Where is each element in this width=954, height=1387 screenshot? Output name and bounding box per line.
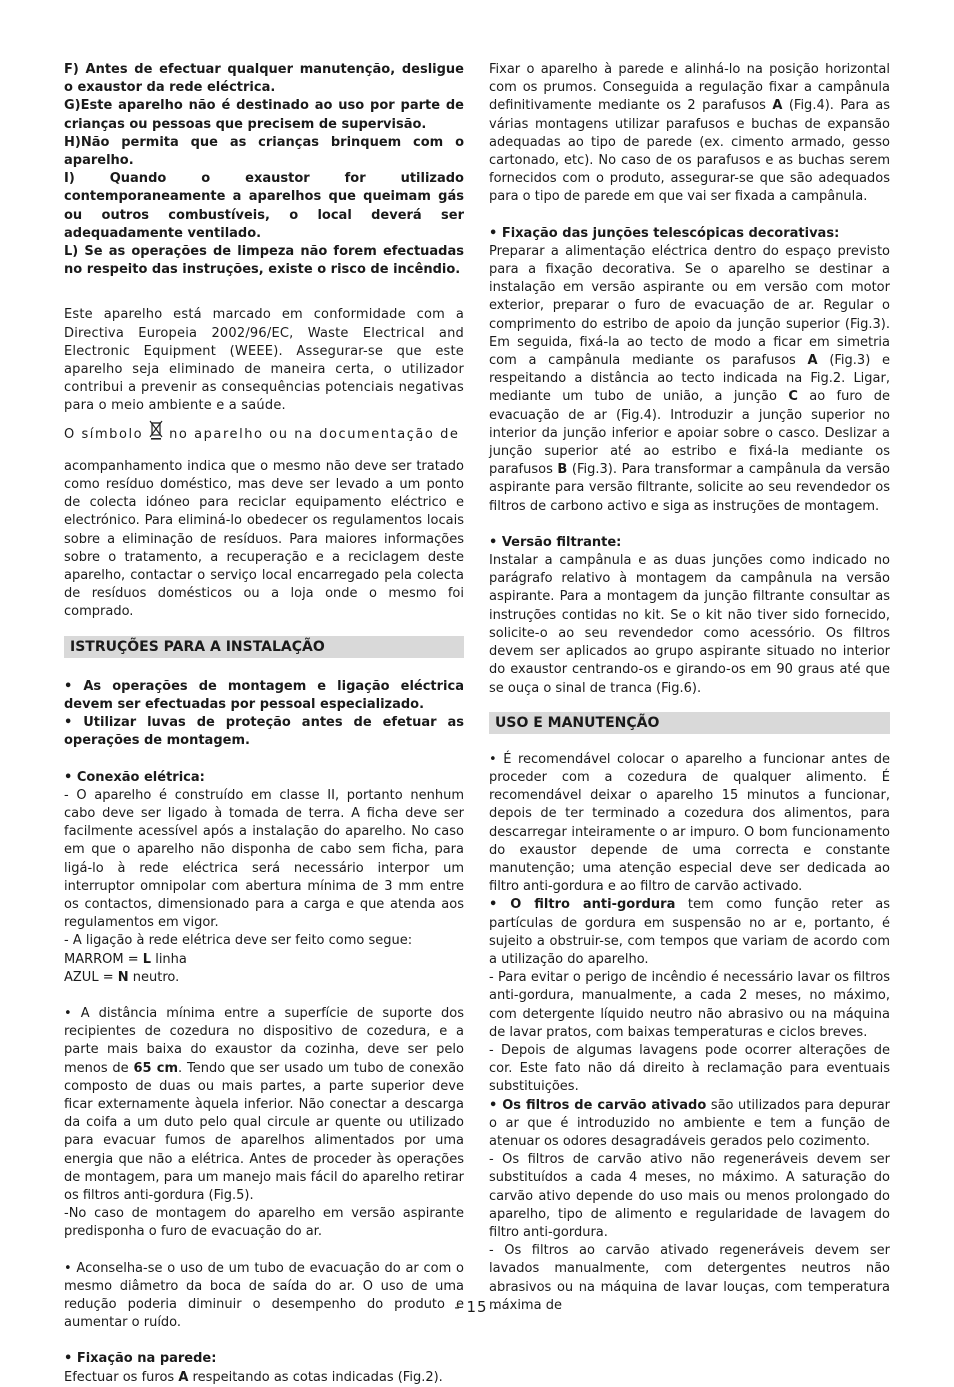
warning-i: I) Quando o exaustor for utilizado contemporaneamente a aparelhos que queimam gás ou outros combustíveis, o local deverá ser adequadamente ventilado. <box>64 171 464 241</box>
warning-f: F) Antes de efectuar qualquer manutenção, desligue o exaustor da rede eléctrica. <box>64 62 464 96</box>
filter-heading: • Versão filtrante: <box>489 534 622 550</box>
carbon-text: são utilizados para depurar o ar que é introduzido no ambiente e tem a função de atenuar os odores desagradáveis gerados pelo cozimento. <box>489 1097 891 1149</box>
use-section-title: USO E MANUTENÇÃO <box>489 712 890 734</box>
grease-text: tem como função reter as partículas de gordura em suspensão no ar e, portanto, é sujeito a obstruir-se, com tempos que variam de acordo com a utilização do aparelho. <box>489 897 890 967</box>
right-column <box>489 61 890 1315</box>
electric-heading: • Conexão elétrica: <box>64 769 205 785</box>
weee-paragraph: Este aparelho está marcado em conformidade com a Directiva Europeia 2002/96/EC, Waste Electrical and Electronic Equipment (WEEE). Assegurar-se que este aparelho seja eliminado de maneira certa, o utilizador contribui a prevenir as consequências potenciais negativas para o meio ambiente e a saúde. <box>64 307 464 414</box>
wall-text-d: (Fig.4). Para as várias montagens utilizar parafusos e buchas de expansão adequadas ao tipo de parede (ex. cimento armado, gesso cartonado, etc). No caso de os parafusos e as buchas serem fornecidos com o produto, assegurar-se que são adequados para o tipo de parede em que vai ser fixada a campânula. <box>489 98 891 205</box>
grease-wash: - Para evitar o perigo de incêndio é necessário lavar os filtros anti-gordura, manualmente, a cada 2 meses, no máximo, com detergente líquido neutro não abrasivo ou na máquina de lavar pratos, com baixas temperaturas e ciclos breves. <box>489 970 890 1040</box>
letter-a: A <box>807 353 818 369</box>
telescopic-heading: • Fixação das junções telescópicas decorativas: <box>489 225 840 241</box>
weee-paragraph-2: acompanhamento indica que o mesmo não deve ser tratado como resíduo doméstico, mas deve ser levado a um ponto de colecta idóneo para reciclar equipamento eléctrico e electrónico. Para eliminá-lo obedecer os regulamentos locais sobre a eliminação de resíduos. Para maiores informações sobre o tratamento, a recuperação e a reciclagem deste aparelho, contactar o serviço local encarregado pela colecta de resíduos domésticos ou a loja onde o mesmo foi comprado. <box>64 458 464 620</box>
telescopic-text <box>489 243 890 516</box>
wall-letter-right: A <box>772 98 783 114</box>
telescopic-d: (Fig.3). Para transformar a campânula da versão aspirante para versão filtrante, solicite ao seu revendedor os filtros de carbono activo e siga as instruções de montagem. <box>489 462 890 514</box>
weee-symbol-line <box>64 420 464 446</box>
install-warning-2: • Utilizar luvas de proteção antes de efetuar as operações de montagem. <box>64 715 464 749</box>
brown-letter: L <box>142 951 152 967</box>
carbon-nonregen: - Os filtros de carvão ativo não regeneráveis devem ser substituídos a cada 4 meses, no máximo. A saturação do carvão ativo depende do uso mais ou menos prolongado do aparelho, tipo de alimento e regularidade de lavagem do filtro anti-gordura. <box>489 1152 890 1240</box>
brown-wire <box>64 951 464 969</box>
install-section-title: ISTRUÇÕES PARA A INSTALAÇÃO <box>64 636 464 658</box>
weee-symbol-before: O símbolo <box>64 426 144 442</box>
letter-c: C <box>788 389 798 405</box>
use-text: • É recomendável colocar o aparelho a funcionar antes de proceder com a cozedura de qualquer alimento. É recomendável deixar o aparelho 15 minutos a funcionar, depois de ter terminado a cozedura dos alimentos, para descarregar inteiramente o ar impuro. O bom funcionamento do exaustor depende de uma correcta e constante manutenção; uma atenção especial deve ser dedicada ao filtro anti-gordura e ao filtro de carvão activado. <box>489 751 890 895</box>
distance-paragraph <box>64 1005 464 1205</box>
distance-text-a: • A distância mínima entre a superfície de suporte dos recipientes de cozedura no dispositivo de cozedura, e a parte mais baixa do exaustor da cozinha, deve ser pelo menos de <box>64 1005 464 1076</box>
warning-l: L) Se as operações de limpeza não forem efectuadas no respeito das instruções, existe o risco de incêndio. <box>64 244 464 278</box>
carbon-regen: - Os filtros ao carvão ativado regeneráveis devem ser lavados manualmente, com detergentes neutros não abrasivos ou na máquina de lavar louças, com temperatura máxima de <box>489 1243 890 1313</box>
telescopic-a: Preparar a alimentação eléctrica dentro do espaço previsto para a fixação decorativa. Se o aparelho se destinar a instalação em versão aspirante ou em versão com motor exterior, preparar o furo de evacuação de ar. Regular o comprimento do estribo de apoio da junção superior (Fig.3). Em seguida, fixá-la ao tecto de modo a ficar em simetria com a campânula mediante os parafusos <box>489 243 890 369</box>
tube-paragraph: • Aconselha-se o uso de um tubo de evacuação do ar com o mesmo diâmetro da boca de saída do ar. O uso de uma redução poderia diminuir o desempenho do produto e aumentar o ruído. <box>64 1260 464 1331</box>
weee-symbol-after: no aparelho ou na documentação de <box>169 426 460 442</box>
wall-letter: A <box>178 1369 189 1385</box>
wall-text-b: respeitando as cotas indicadas (Fig.2). <box>188 1369 443 1385</box>
blue-prefix: AZUL = <box>64 969 118 985</box>
wall-continuation <box>489 61 890 207</box>
blue-letter: N <box>117 969 129 985</box>
electric-text: - O aparelho é construído em classe II, portanto nenhum cabo deve ser ligado à tomada de terra. A ficha deve ser facilmente acessível após a instalação do aparelho. No caso em que o aparelho não disponha de cabo sem ficha, para ligá-lo à rede eléctrica será necessário interpor um interruptor omnipolar com abertura mínima de 3 mm entre os contactos, dimensionado para a carga e que atenda aos regulamentos em vigor. <box>64 787 464 931</box>
telescopic-c: ao furo de evacuação de ar (Fig.4). Introduzir a junção superior no interior da junção inferior e apoiar sobre o casco. Deslizar a junção superior até ao estribo e fixá-la mediante os parafusos <box>489 389 890 478</box>
carbon-paragraph <box>489 1097 890 1152</box>
carbon-bold: • Os filtros de carvão ativado <box>489 1097 707 1113</box>
distance-text-b: . Tendo que ser usado um tubo de conexão composto de duas ou mais partes, a parte superior deve ficar externamente àquela inferior. Não conectar a descarga da coifa a um duto pelo qual circule ar quente ou utilizado para evacuar fumos de aparelhos alimentados por uma energia que não a elétrica. Antes de proceder às operações de montagem, para um manejo mais fácil do aparelho retirar os filtros anti-gordura (Fig.5). <box>64 1060 464 1203</box>
distance-text-c: -No caso de montagem do aparelho em versão aspirante predisponha o furo de evacuação do ar. <box>64 1206 464 1240</box>
grease-paragraph <box>489 896 890 969</box>
telescopic-b: (Fig.3) e respeitando a distância ao tecto indicada na Fig.2. Ligar, mediante um tubo de união, a junção <box>489 353 890 405</box>
distance-value: 65 cm <box>133 1060 179 1076</box>
left-column <box>64 61 464 1387</box>
page-number: - 15 - <box>454 1298 500 1316</box>
wall-heading: • Fixação na parede: <box>64 1351 217 1367</box>
wall-text-c: Fixar o aparelho à parede e alinhá-lo na posição horizontal com os prumos. Conseguida a regulação fixar a campânula definitivamente mediante os 2 parafusos <box>489 62 890 114</box>
letter-b: B <box>557 462 568 478</box>
blue-suffix: neutro. <box>128 969 180 985</box>
wall-text-a: Efectuar os furos <box>64 1369 179 1385</box>
install-warning-1: • As operações de montagem e ligação eléctrica devem ser efectuadas por pessoal especializado. <box>64 678 464 712</box>
warning-g: G)Este aparelho não é destinado ao uso por parte de crianças ou pessoas que precisem de supervisão. <box>64 98 464 132</box>
brown-prefix: MARROM = <box>64 951 143 967</box>
filter-text: Instalar a campânula e as duas junções como indicado no parágrafo relativo à montagem da campânula na versão aspirante. Para a montagem da junção filtrante consultar as instruções contidas no kit. Se o kit não tiver sido fornecido, solicite-o ao seu revendedor como acessório. Os filtros devem ser aplicados ao grupo aspirante situado no interior do exaustor centrando-os e girando-os em 90 graus até que se ouça o sinal de tranca (Fig.6). <box>489 553 890 696</box>
crossed-out-wheelie-bin-icon <box>149 420 163 446</box>
electric-line-2: - A ligação à rede elétrica deve ser feito como segue: <box>64 933 413 949</box>
warning-h: H)Não permita que as crianças brinquem com o aparelho. <box>64 134 464 169</box>
grease-bold: • O filtro anti-gordura <box>489 897 676 913</box>
blue-wire <box>64 969 464 987</box>
brown-suffix: linha <box>151 951 187 967</box>
wall-text <box>64 1369 464 1387</box>
grease-color: - Depois de algumas lavagens pode ocorrer alterações de cor. Este fato não dá direito à reclamação para eventuais substituições. <box>489 1042 890 1095</box>
